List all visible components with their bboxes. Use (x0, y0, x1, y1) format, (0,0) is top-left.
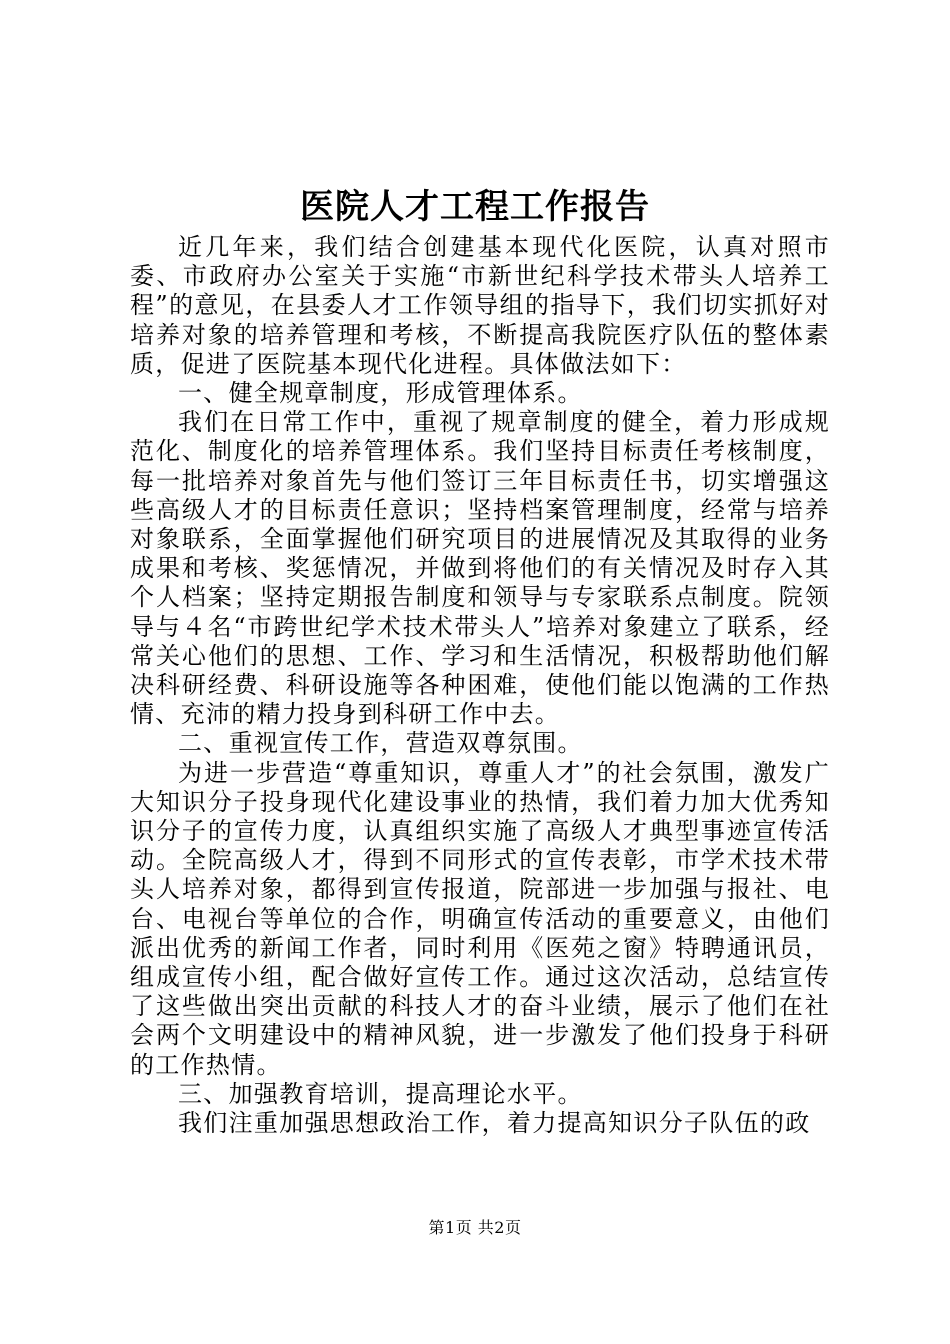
paragraph-intro: 近几年来，我们结合创建基本现代化医院，认真对照市委、市政府办公室关于实施“市新世纪科学技术带头人培养工程”的意见，在县委人才工作领导组的指导下，我们切实抓好对培养对象的培养管理和考核，不断提高我院医疗队伍的整体素质，促进了医院基本现代化进程。具体做法如下： (130, 233, 830, 378)
page-number-footer: 第1页 共2页 (428, 1218, 522, 1237)
paragraph-section-3: 我们注重加强思想政治工作，着力提高知识分子队伍的政 (178, 1109, 811, 1138)
paragraph-section-1: 我们在日常工作中，重视了规章制度的健全，着力形成规范化、制度化的培养管理体系。我们坚持目标责任考核制度，每一批培养对象首先与他们签订三年目标责任书，切实增强这些高级人才的目标责任意识；坚持档案管理制度，经常与培养对象联系，全面掌握他们研究项目的进展情况及其取得的业务成果和考核、奖惩情况，并做到将他们的有关情况及时存入其个人档案；坚持定期报告制度和领导与专家联系点制度。院领导与４名“市跨世纪学术技术带头人”培养对象建立了联系，经常关心他们的思想、工作、学习和生活情况，积极帮助他们解决科研经费、科研设施等各种困难，使他们能以饱满的工作热情、充沛的精力投身到科研工作中去。 (130, 408, 830, 729)
section-heading-2: 二、重视宣传工作，营造双尊氛围。 (178, 729, 583, 758)
document-body (130, 233, 830, 1138)
paragraph-section-2: 为进一步营造“尊重知识，尊重人才”的社会氛围，激发广大知识分子投身现代化建设事业的热情，我们着力加大优秀知识分子的宣传力度，认真组织实施了高级人才典型事迹宣传活动。全院高级人才，得到不同形式的宣传表彰，市学术技术带头人培养对象，都得到宣传报道，院部进一步加强与报社、电台、电视台等单位的合作，明确宣传活动的重要意义，由他们派出优秀的新闻工作者，同时利用《医苑之窗》特聘通讯员，组成宣传小组，配合做好宣传工作。通过这次活动，总结宣传了这些做出突出贡献的科技人才的奋斗业绩，展示了他们在社会两个文明建设中的精神风貌，进一步激发了他们投身于科研的工作热情。 (130, 758, 830, 1079)
section-heading-1: 一、健全规章制度，形成管理体系。 (178, 379, 583, 408)
section-heading-3: 三、加强教育培训，提高理论水平。 (178, 1079, 583, 1108)
document-title: 医院人才工程工作报告 (300, 187, 650, 227)
